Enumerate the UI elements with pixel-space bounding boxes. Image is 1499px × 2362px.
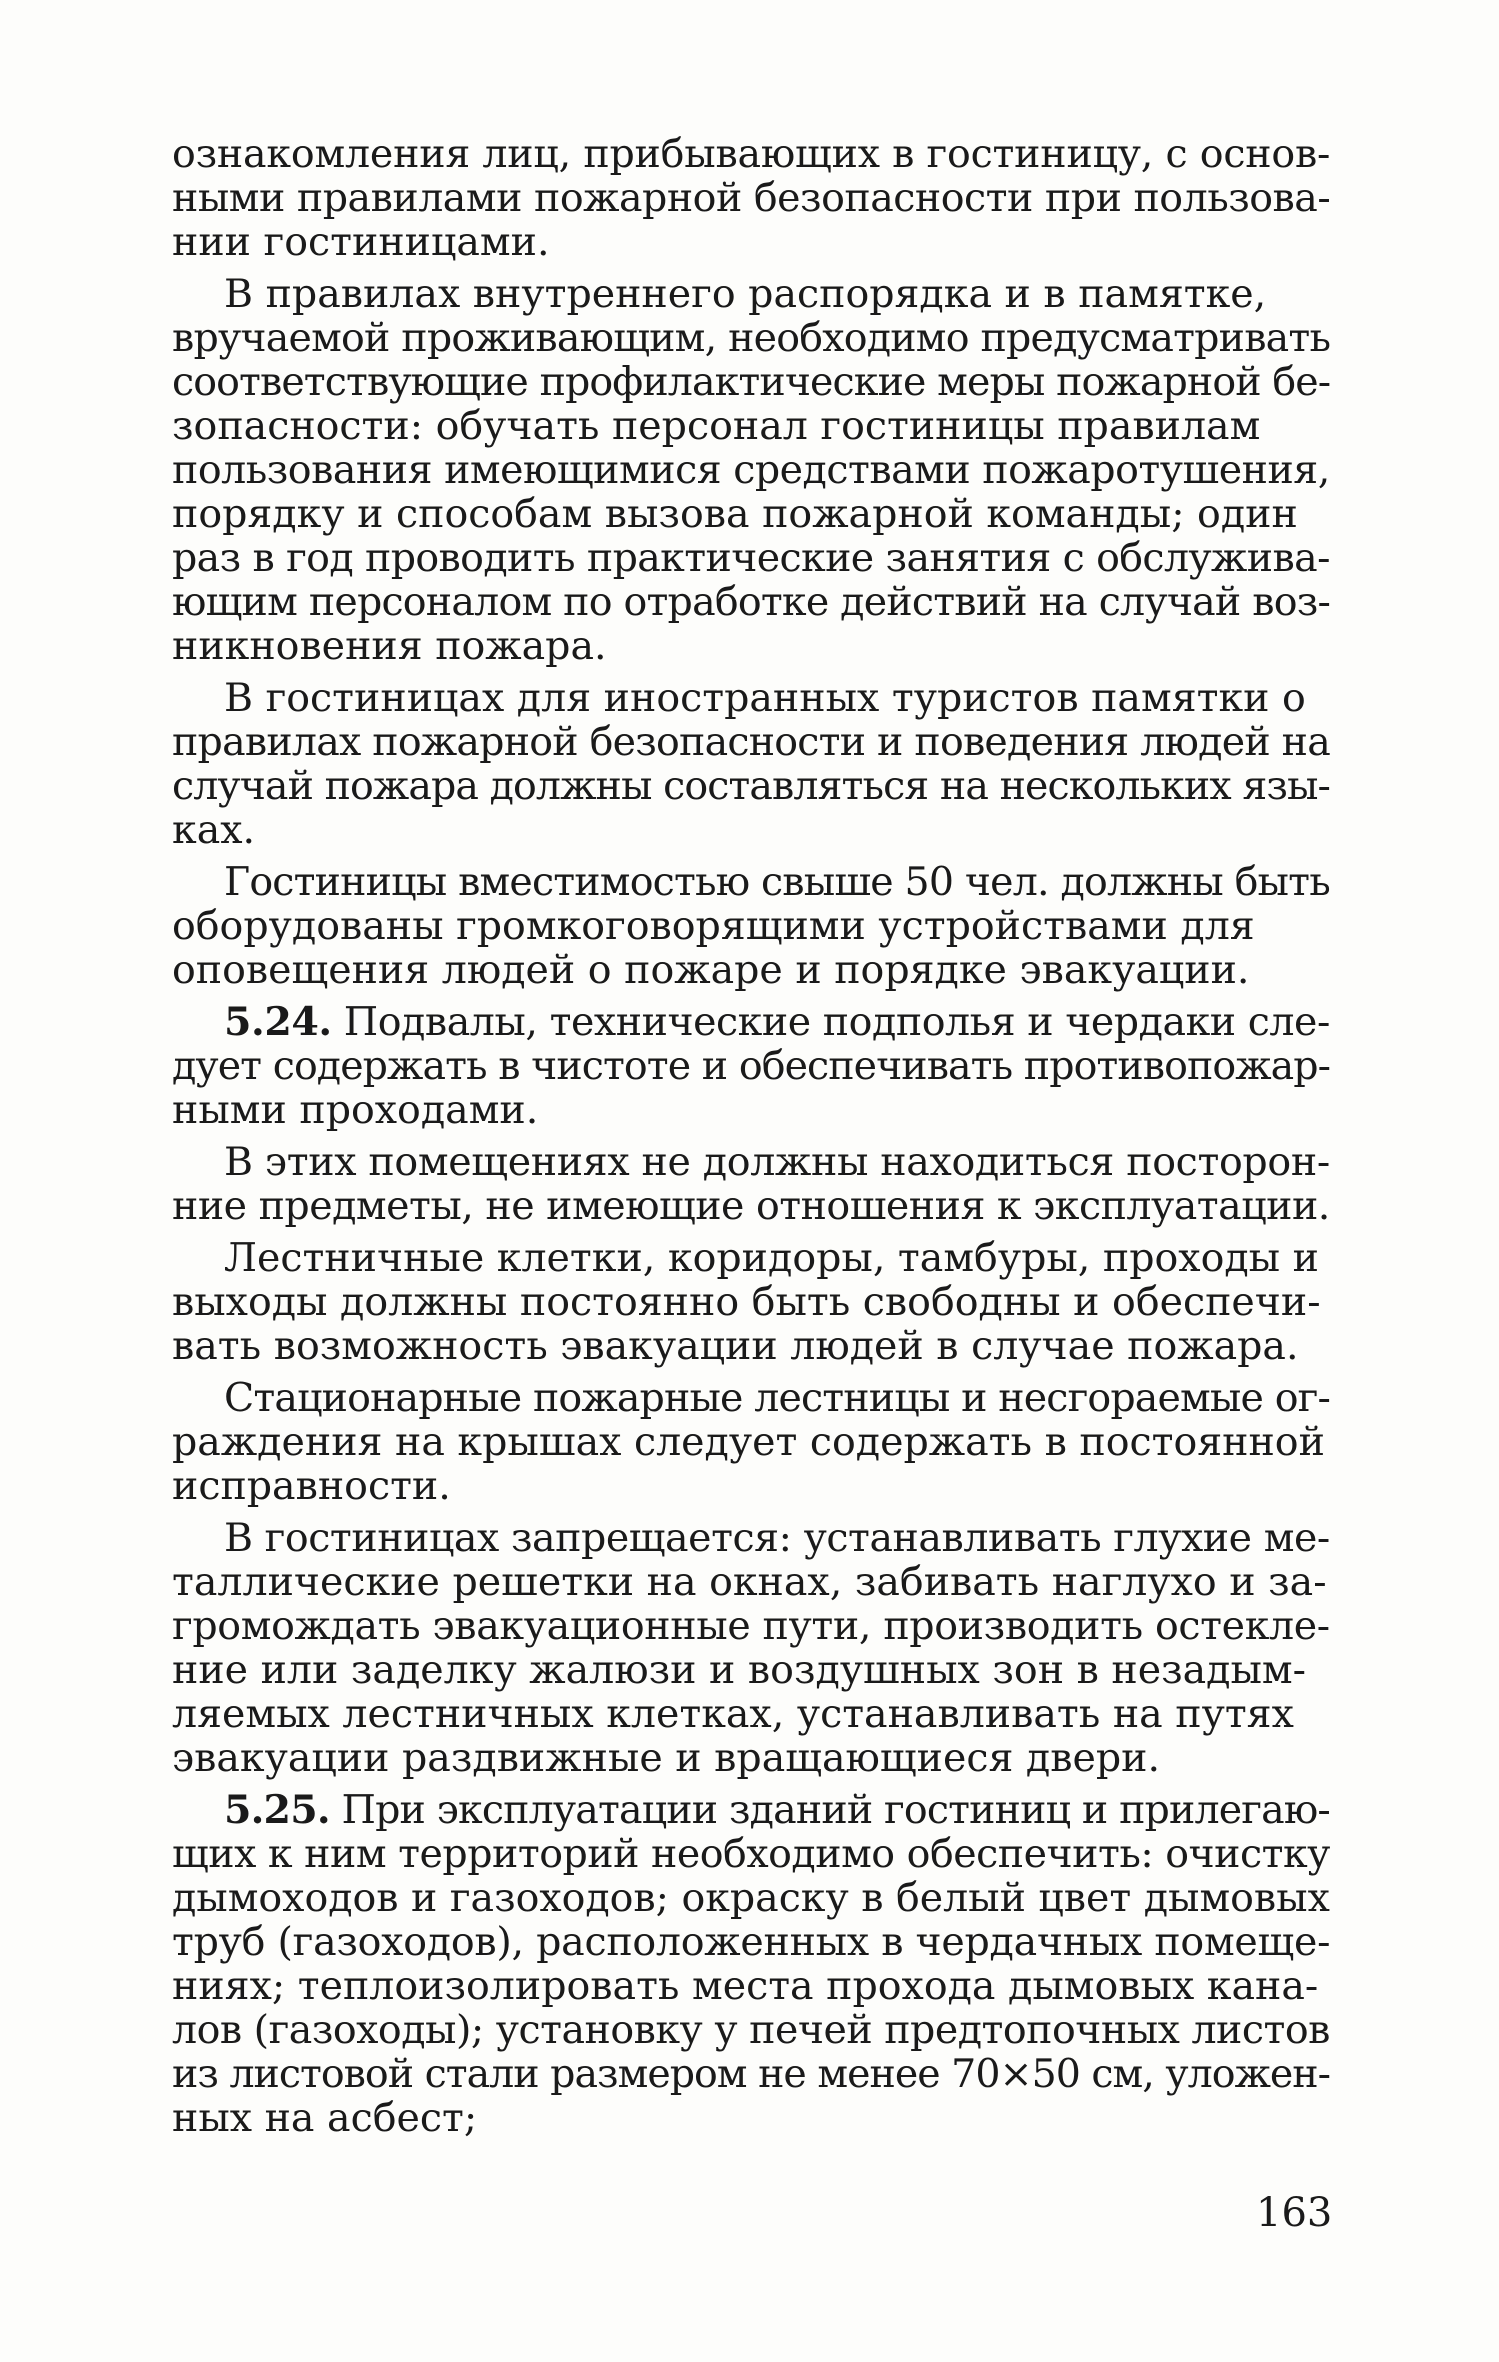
text-line — [172, 1000, 1330, 1044]
text-line: щих к ним территорий необходимо обеспечить: очистку — [172, 1831, 1330, 1877]
text-line: исправности. — [172, 1463, 451, 1509]
text-line: ознакомления лиц, прибывающих в гостиницу, с основ- — [172, 131, 1331, 177]
text-line: оповещения людей о пожаре и порядке эвакуации. — [172, 947, 1250, 993]
section-number: 5.24. — [224, 999, 332, 1045]
text-line: ках. — [172, 807, 256, 853]
text-line: громождать эвакуационные пути, производить остекле- — [172, 1603, 1330, 1649]
text-line — [172, 1788, 1330, 1832]
text-line: нии гостиницами. — [172, 219, 550, 265]
text-line: В правилах внутреннего распорядка и в памятке, — [224, 271, 1267, 317]
text-line: ние или заделку жалюзи и воздушных зон в незадым- — [172, 1647, 1307, 1693]
page-number: 163 — [1256, 2190, 1333, 2236]
text-line: соответствующие профилактические меры пожарной бе- — [172, 359, 1331, 405]
text-line: ных на асбест; — [172, 2095, 478, 2141]
text-line: Лестничные клетки, коридоры, тамбуры, проходы и — [224, 1235, 1320, 1281]
text-line: Стационарные пожарные лестницы и несгораемые ог- — [224, 1375, 1330, 1421]
text-fragment: При эксплуатации зданий гостиниц и прилегаю- — [329, 1787, 1330, 1833]
text-line: никновения пожара. — [172, 623, 607, 669]
text-fragment: Подвалы, технические подполья и чердаки сле- — [331, 999, 1330, 1045]
text-line: порядку и способам вызова пожарной команды; один — [172, 491, 1298, 537]
body-text — [172, 132, 1330, 2140]
text-line: случай пожара должны составляться на нескольких язы- — [172, 763, 1330, 809]
text-line: дымоходов и газоходов; окраску в белый цвет дымовых — [172, 1875, 1330, 1921]
text-line: ными проходами. — [172, 1087, 539, 1133]
text-line: В гостиницах для иностранных туристов памятки о — [224, 675, 1306, 721]
text-line: вручаемой проживающим, необходимо предусматривать — [172, 315, 1331, 361]
text-line: Гостиницы вместимостью свыше 50 чел. должны быть — [224, 859, 1330, 905]
text-line: ние предметы, не имеющие отношения к эксплуатации. — [172, 1183, 1330, 1229]
text-line: зопасности: обучать персонал гостиницы правилам — [172, 403, 1261, 449]
text-line: пользования имеющимися средствами пожаротушения, — [172, 447, 1330, 493]
text-line: из листовой стали размером не менее 70×50 см, уложен- — [172, 2051, 1330, 2097]
text-line: выходы должны постоянно быть свободны и обеспечи- — [172, 1279, 1321, 1325]
text-line: правилах пожарной безопасности и поведения людей на — [172, 719, 1331, 765]
text-line: раз в год проводить практические занятия с обслужива- — [172, 535, 1330, 581]
section-number: 5.25. — [224, 1787, 330, 1833]
text-line: раждения на крышах следует содержать в постоянной — [172, 1419, 1325, 1465]
text-line: оборудованы громкоговорящими устройствами для — [172, 903, 1255, 949]
text-line: ющим персоналом по отработке действий на случай воз- — [172, 579, 1331, 625]
text-line: дует содержать в чистоте и обеспечивать противопожар- — [172, 1043, 1331, 1089]
text-line: таллические решетки на окнах, забивать наглухо и за- — [172, 1559, 1327, 1605]
text-line: ными правилами пожарной безопасности при пользова- — [172, 175, 1331, 221]
text-line: ниях; теплоизолировать места прохода дымовых кана- — [172, 1963, 1319, 2009]
text-line: лов (газоходы); установку у печей предтопочных листов — [172, 2007, 1330, 2053]
text-line: ляемых лестничных клетках, устанавливать на путях — [172, 1691, 1294, 1737]
text-line: вать возможность эвакуации людей в случае пожара. — [172, 1323, 1299, 1369]
text-line: эвакуации раздвижные и вращающиеся двери. — [172, 1735, 1161, 1781]
text-line: труб (газоходов), расположенных в чердачных помеще- — [172, 1919, 1331, 1965]
text-line: В гостиницах запрещается: устанавливать глухие ме- — [224, 1515, 1330, 1561]
text-line: В этих помещениях не должны находиться посторон- — [224, 1139, 1330, 1185]
